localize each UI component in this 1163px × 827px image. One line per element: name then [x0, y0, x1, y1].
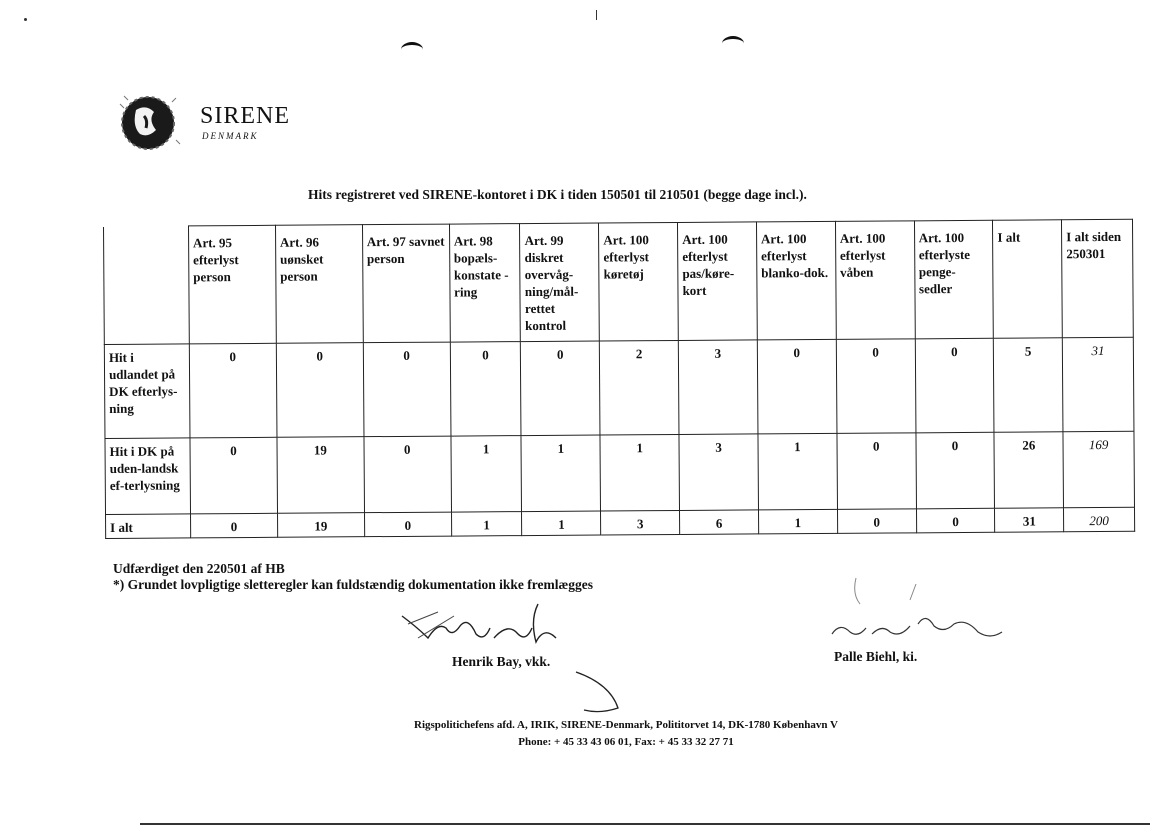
table-row [105, 431, 1135, 514]
logo-wordmark: SIRENE [200, 103, 290, 129]
table-cell: 2 [600, 340, 679, 435]
table-header-row [104, 219, 1134, 344]
column-header: Art. 97 savnet person [362, 224, 450, 343]
table-cell: 0 [837, 433, 916, 510]
table-cell: 19 [277, 513, 364, 538]
hits-table [103, 219, 1135, 539]
table-cell: 0 [915, 338, 994, 433]
row-label: Hit i udlandet på DK efterlys-ning [104, 344, 190, 439]
column-header: Art. 95 efterlyst person [188, 225, 276, 344]
table-cell: 3 [679, 434, 758, 511]
table-cell: 5 [994, 338, 1063, 432]
signatory-right: Palle Biehl, ki. [834, 649, 918, 664]
logo-country: DENMARK [202, 131, 259, 141]
table-cell: 0 [916, 432, 995, 509]
table-cell: 0 [837, 509, 916, 534]
column-header: Art. 100 efterlyst køretøj [599, 222, 679, 341]
table-cell: 19 [277, 437, 364, 514]
table-row [104, 337, 1134, 438]
signature-palle-biehl [826, 574, 1016, 654]
globe-emblem-icon [118, 90, 198, 160]
signatory-left: Henrik Bay, vkk. [452, 654, 551, 669]
punch-hole-right [722, 36, 744, 51]
table-cell: 0 [836, 339, 915, 434]
column-header: Art. 98 bopæls-konstate -ring [449, 224, 521, 342]
table-cell: 1 [600, 434, 679, 511]
table-cell: 0 [363, 342, 451, 437]
table-cell: 0 [190, 513, 277, 538]
column-header: I alt siden 250301 [1062, 219, 1134, 337]
table-cell: 0 [757, 339, 836, 434]
table-cell: 169 [1063, 431, 1134, 507]
column-header: Art. 100 efterlyst blanko-dok. [756, 221, 836, 340]
table-cell: 1 [758, 433, 837, 510]
table-cell: 31 [995, 508, 1064, 532]
table-cell: 31 [1062, 337, 1134, 431]
row-label: Hit i DK på uden-landsk ef-terlysning [105, 438, 190, 515]
scan-mark [596, 10, 597, 20]
scan-mark [24, 18, 27, 21]
table-corner-cell [104, 226, 190, 345]
signature-flourish [570, 668, 630, 718]
table-cell: 0 [916, 508, 995, 533]
table-cell: 0 [190, 437, 277, 514]
table-cell: 0 [276, 343, 364, 438]
column-header: Art. 100 efterlyst våben [835, 221, 915, 340]
table-cell: 0 [450, 342, 521, 436]
bottom-scan-rule [140, 823, 1150, 825]
column-header: Art. 99 diskret overvåg-ning/mål-rettet kontrol [520, 223, 600, 342]
table-cell: 3 [601, 510, 680, 535]
table-cell: 1 [451, 512, 522, 536]
footnote: *) Grundet lovpligtige sletteregler kan fuldstændig dokumentation ikke fremlægges [113, 577, 594, 592]
table-cell: 6 [680, 510, 759, 535]
table-cell: 0 [189, 343, 277, 438]
table-cell: 1 [758, 509, 837, 534]
signature-henrik-bay [398, 598, 578, 658]
row-label: I alt [106, 514, 191, 539]
table-cell: 0 [364, 512, 451, 537]
prepared-line: Udfærdiget den 220501 af HB [113, 561, 285, 576]
table-cell: 1 [451, 436, 522, 512]
table-cell: 26 [994, 432, 1063, 508]
column-header: Art. 100 efterlyste penge-sedler [914, 220, 994, 339]
table-cell: 200 [1064, 507, 1135, 531]
column-header: I alt [993, 220, 1063, 338]
column-header: Art. 96 uønsket person [275, 225, 363, 344]
document-heading: Hits registreret ved SIRENE-kontoret i DK i tiden 150501 til 210501 (begge dage incl.). [308, 187, 807, 202]
address-line-2: Phone: + 45 33 43 06 01, Fax: + 45 33 32 27 71 [518, 736, 734, 748]
table-cell: 0 [521, 341, 600, 436]
table-cell: 0 [364, 436, 451, 513]
table-cell: 1 [522, 511, 601, 536]
column-header: Art. 100 efterlyst pas/køre-kort [678, 222, 758, 341]
table-cell: 3 [678, 340, 757, 435]
punch-hole-left [401, 42, 423, 57]
table-cell: 1 [521, 435, 600, 512]
address-line-1: Rigspolitichefens afd. A, IRIK, SIRENE-Denmark, Polititorvet 14, DK-1780 København V [414, 719, 838, 731]
